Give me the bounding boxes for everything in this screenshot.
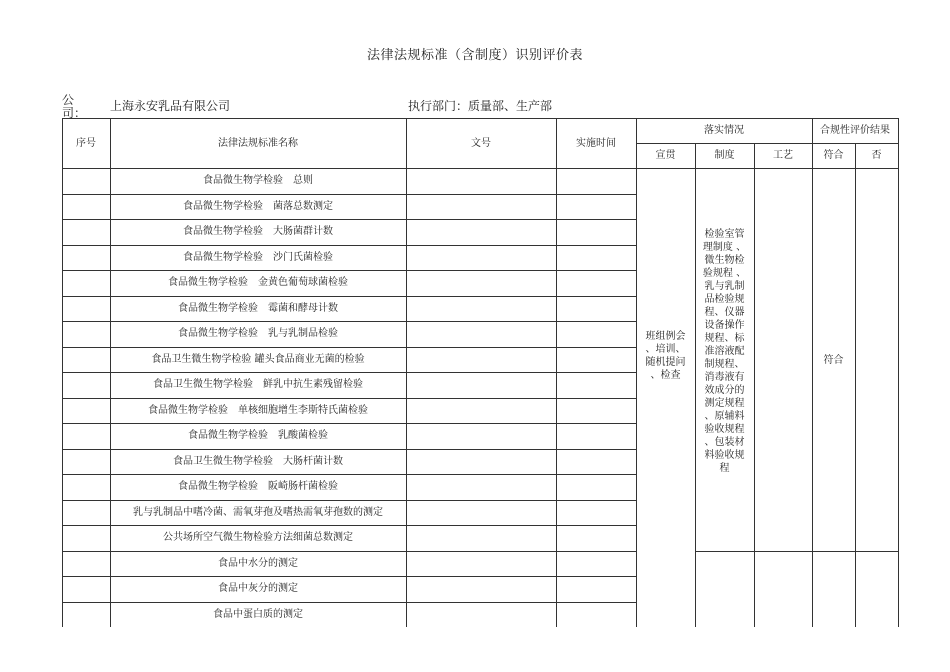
header-seq: 序号 (76, 137, 96, 149)
system-line: 验规程 、 (702, 268, 747, 279)
grid-hline (62, 602, 636, 603)
grid-hline (62, 372, 636, 373)
grid-hline (62, 500, 636, 501)
grid-hline (62, 118, 898, 119)
grid-hline (62, 551, 636, 552)
grid-hline (62, 321, 636, 322)
grid-vline (812, 118, 813, 627)
table-row-name: 食品微生物学检验 乳酸菌检验 (188, 430, 328, 442)
table-row-name: 食品卫生微生物学检验 鲜乳中抗生素残留检验 (153, 379, 363, 391)
system-line: 品检验规 (704, 294, 745, 305)
table-row-name: 食品微生物学检验 沙门氏菌检验 (183, 251, 333, 263)
company-name: 上海永安乳品有限公司 (110, 99, 231, 113)
grid-hline (62, 245, 636, 246)
table-row-name: 食品中灰分的测定 (218, 583, 298, 595)
table-row-name: 食品微生物学检验 乳与乳制品检验 (178, 328, 338, 340)
system-line: 乳与乳制 (704, 281, 745, 292)
system-line: 测定规程 (704, 398, 745, 409)
table-row-name: 食品微生物学检验 霉菌和酵母计数 (178, 302, 338, 314)
document-title: 法律法规标准（含制度）识别评价表 (366, 48, 583, 63)
header-not-conform: 否 (871, 150, 882, 161)
merged-result: 符合 (823, 354, 844, 366)
grid-hline (62, 474, 636, 475)
table-row-name: 公共场所空气微生物检验方法细菌总数测定 (163, 532, 353, 544)
system-line: 规程、标 (704, 333, 745, 344)
grid-hline (62, 270, 636, 271)
department: 执行部门：质量部、生产部 (408, 99, 553, 113)
system-line: 程、仪器 (704, 307, 745, 318)
grid-vline (754, 143, 755, 627)
table-row-name: 乳与乳制品中嗜冷菌、需氧芽孢及嗜热需氧芽孢数的测定 (133, 506, 383, 518)
header-propaganda: 宣贯 (655, 150, 676, 161)
header-impl-date: 实施时间 (576, 137, 616, 149)
grid-hline (695, 551, 754, 552)
propaganda-line: 、培训、 (645, 344, 686, 355)
merged-propaganda-text (636, 330, 695, 382)
grid-vline (636, 118, 637, 627)
grid-vline (62, 118, 63, 627)
table-row-name: 食品卫生微生物学检验 罐头食品商业无菌的检验 (151, 353, 365, 365)
grid-hline (62, 296, 636, 297)
table-row-name: 食品微生物学检验 单核细胞增生李斯特氏菌检验 (148, 404, 368, 416)
grid-hline (62, 423, 636, 424)
header-system: 制度 (714, 150, 735, 161)
table-row-name: 食品中蛋白质的测定 (213, 608, 303, 620)
propaganda-line: 随机提问 (645, 357, 686, 368)
grid-hline (62, 576, 636, 577)
grid-hline (62, 525, 636, 526)
grid-vline (855, 143, 856, 627)
system-line: 制规程、 (704, 359, 745, 370)
grid-hline (754, 551, 898, 552)
table-row-name: 食品微生物学检验 菌落总数测定 (183, 200, 333, 212)
system-line: 准溶液配 (704, 346, 745, 357)
company-label: 公司： (62, 93, 87, 120)
system-line: 料验收规 (704, 450, 745, 461)
header-conform: 符合 (823, 150, 844, 161)
grid-hline (62, 398, 636, 399)
system-line: 设备操作 (704, 320, 745, 331)
table-row-name: 食品微生物学检验 总则 (203, 175, 313, 187)
system-line: 、包装材 (704, 437, 745, 448)
grid-hline (62, 194, 636, 195)
header-process: 工艺 (773, 150, 793, 161)
header-doc-no: 文号 (471, 137, 491, 149)
grid-vline (406, 118, 407, 627)
system-line: 消毒液有 (704, 372, 745, 383)
table-row-name: 食品微生物学检验 大肠菌群计数 (183, 226, 333, 238)
merged-system-text (695, 228, 754, 475)
table-row-name: 食品微生物学检验 金黄色葡萄球菌检验 (168, 277, 348, 289)
grid-hline (62, 449, 636, 450)
propaganda-line: 班组例会 (645, 331, 686, 342)
grid-hline (62, 219, 636, 220)
grid-vline (556, 118, 557, 627)
system-line: 程 (719, 463, 730, 474)
grid-hline (62, 168, 898, 169)
table-row-name: 食品中水分的测定 (218, 557, 298, 569)
header-implementation: 落实情况 (704, 125, 744, 136)
grid-hline (62, 347, 636, 348)
grid-vline (110, 118, 111, 627)
system-line: 、原辅料 (704, 411, 745, 422)
table-row-name: 食品卫生微生物学检验 大肠杆菌计数 (173, 455, 343, 467)
header-compliance: 合规性评价结果 (820, 125, 890, 136)
table-row-name: 食品微生物学检验 阪崎肠杆菌检验 (178, 481, 338, 493)
system-line: 理制度 、 (702, 242, 747, 253)
system-line: 微生物检 (704, 255, 745, 266)
system-line: 效成分的 (704, 385, 745, 396)
header-name: 法律法规标准名称 (218, 137, 298, 149)
grid-vline (898, 118, 899, 627)
system-line: 检验室管 (704, 229, 745, 240)
system-line: 验收规程 (704, 424, 745, 435)
grid-vline (695, 143, 696, 627)
propaganda-line: 、检查 (650, 370, 681, 381)
grid-hline (636, 143, 898, 144)
